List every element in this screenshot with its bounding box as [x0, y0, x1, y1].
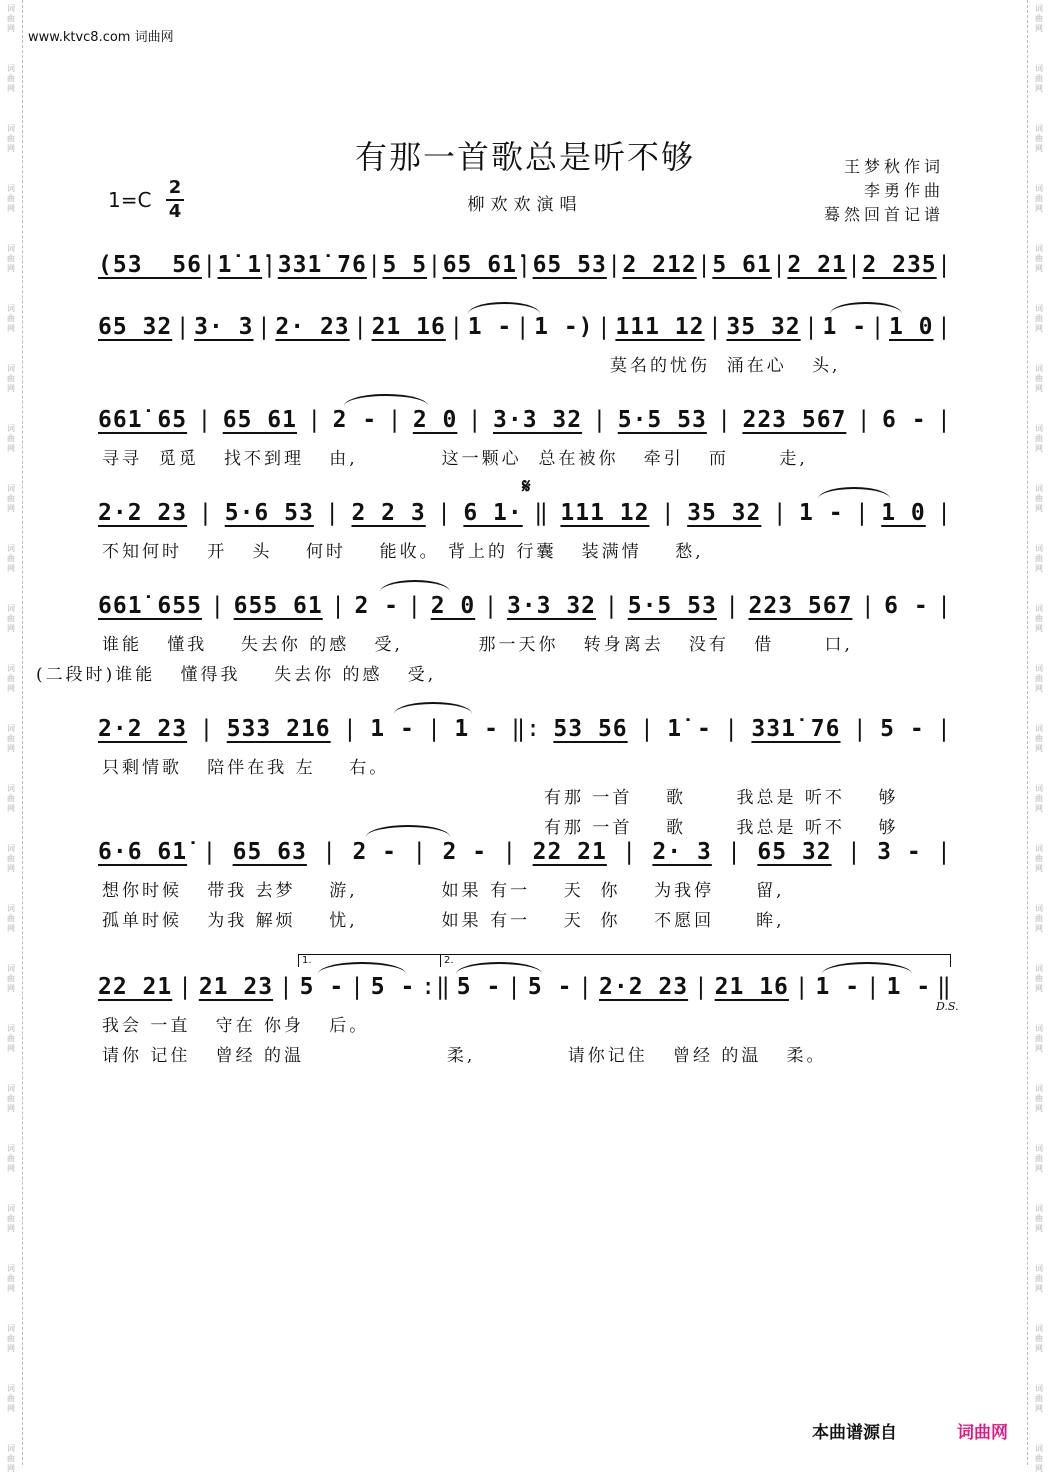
note-group: 1 -	[822, 314, 868, 340]
watermark-text: 词 曲 网	[1035, 784, 1043, 813]
watermark-text: 词 曲 网	[1035, 484, 1043, 513]
watermark-text: 词 曲 网	[1035, 1324, 1043, 1353]
note-group: 1 -	[886, 974, 932, 1000]
lyric-line: 谁能 懂我 失去你 的感 受, 那一天你 转身离去 没有 借 口,	[102, 635, 853, 655]
note-group: 21 23	[198, 974, 274, 1000]
barline: |	[412, 839, 428, 865]
note-group: 2 -	[352, 839, 397, 865]
note-group: 2 21	[787, 252, 847, 278]
note-group: 22 21	[98, 974, 173, 1000]
note-group: 2 -	[332, 407, 378, 433]
watermark-text: 词 曲 网	[1035, 4, 1043, 33]
note-group: 5·5 53	[627, 593, 717, 619]
barline: |	[937, 500, 952, 526]
watermark-text: 词 曲 网	[7, 664, 15, 693]
note-group: 2 235	[862, 252, 937, 278]
watermark-text: 词 曲 网	[7, 844, 15, 873]
time-signature	[166, 178, 184, 222]
note-group: 661̇ 655	[98, 593, 202, 619]
note-group: 1 0	[881, 500, 926, 526]
note-group: 1 -	[370, 716, 415, 742]
barline: |	[592, 407, 608, 433]
barline: |	[622, 839, 638, 865]
barline: ‖	[937, 974, 952, 1000]
note-group: 35 32	[726, 314, 801, 340]
note-group: 331̇ 76	[751, 716, 841, 742]
lyricist-credit: 王梦秋作词	[843, 157, 944, 176]
transcriber-credit: 蓦然回首记谱	[823, 205, 944, 224]
barline: |	[936, 407, 952, 433]
note-group: 65 32	[98, 314, 173, 340]
barline: |	[517, 252, 533, 278]
composer-credit: 李勇作曲	[863, 181, 944, 200]
barline: |	[860, 593, 876, 619]
watermark-text: 词 曲 网	[1035, 544, 1043, 573]
volta-second: 2.	[440, 954, 951, 967]
note-group: 5·5 53	[617, 407, 707, 433]
watermark-text: 词 曲 网	[1035, 1264, 1043, 1293]
watermark-text: 词 曲 网	[7, 244, 15, 273]
watermark-text: 词 曲 网	[7, 124, 15, 153]
lyric-line: 孤单时候 为我 解烦 忧, 如果 有一 天 你 不愿回 眸,	[102, 911, 785, 931]
note-group: 1 0	[888, 314, 934, 340]
note-group: 2 2 3	[351, 500, 426, 526]
tie-mark	[344, 394, 428, 406]
segno-mark: 𝄋	[522, 474, 531, 498]
barline: |	[717, 407, 733, 433]
watermark-text: 词 曲 网	[7, 64, 15, 93]
lyric-line: 有那 一首 歌 我总是 听不 够	[544, 818, 899, 838]
watermark-text: 词 曲 网	[1035, 64, 1043, 93]
note-group: 2· 3	[652, 839, 712, 865]
notes-line	[98, 970, 952, 1002]
barline: |	[852, 716, 868, 742]
note-group: 111 12	[560, 500, 650, 526]
tie-mark	[830, 302, 902, 314]
watermark-text: 词 曲 网	[1035, 364, 1043, 393]
barline: |	[856, 407, 872, 433]
volta-first: 1.	[298, 954, 440, 967]
note-group: 5 -	[370, 974, 416, 1000]
watermark-text: 词 曲 网	[7, 544, 15, 573]
note-group: 65 61	[222, 407, 297, 433]
barline: |	[367, 252, 383, 278]
watermark-text: 词 曲 网	[7, 184, 15, 213]
watermark-text: 词 曲 网	[1035, 1024, 1043, 1053]
barline: |	[578, 974, 594, 1000]
song-title: 有那一首歌总是听不够	[354, 138, 695, 176]
barline: |	[307, 407, 323, 433]
note-group: 6·6 61̇	[98, 839, 188, 865]
watermark-text: 词 曲 网	[1035, 664, 1043, 693]
note-group: 22 21	[532, 839, 607, 865]
note-group: 21 16	[714, 974, 789, 1000]
barline: |	[697, 252, 712, 278]
watermark-text: 词 曲 网	[7, 1384, 15, 1413]
barline: ‖	[534, 500, 549, 526]
note-group: 5 5	[382, 252, 428, 278]
watermark-text: 词 曲 网	[7, 724, 15, 753]
watermark-text: 词 曲 网	[1035, 1084, 1043, 1113]
watermark-text: 词 曲 网	[1035, 844, 1043, 873]
barline: |	[693, 974, 709, 1000]
lyric-line: 莫名的忧伤 涌在心 头,	[610, 356, 841, 376]
watermark-text: 词 曲 网	[7, 304, 15, 333]
barline: |	[846, 839, 862, 865]
watermark-text: 词 曲 网	[7, 604, 15, 633]
notes-line	[98, 248, 952, 280]
lyric-line: 想你时候 带我 去梦 游, 如果 有一 天 你 为我停 留,	[102, 881, 785, 901]
barline: |	[502, 839, 518, 865]
barline: |	[854, 500, 870, 526]
lyric-line: 只剩情歌 陪伴在我 左 右。	[102, 758, 390, 778]
note-group: 3·3 32	[493, 407, 583, 433]
lyric-line: 不知何时 开 头 何时 能收。 背上的 行囊 装满情 愁,	[102, 542, 704, 562]
barline: |	[937, 314, 952, 340]
barline: |	[427, 716, 443, 742]
barline: |	[772, 252, 787, 278]
barline: |	[407, 593, 423, 619]
watermark-text: 词 曲 网	[1035, 124, 1043, 153]
watermark-text: 词 曲 网	[7, 1324, 15, 1353]
note-group: 111 12	[615, 314, 705, 340]
note-group: 223 567	[742, 407, 847, 433]
note-group: 2· 23	[275, 314, 350, 340]
note-group: 331̇ 76	[277, 252, 367, 278]
note-group: 533 216	[226, 716, 331, 742]
watermark-text: 词 曲 网	[1035, 184, 1043, 213]
note-group: 35 32	[687, 500, 762, 526]
barline: |	[804, 314, 820, 340]
time-signature-bottom: 4	[168, 201, 182, 222]
note-group: 1̇ -	[667, 716, 712, 742]
note-group: 1 -)	[534, 314, 594, 340]
watermark-text: 词 曲 网	[7, 964, 15, 993]
lyric-line: (二段时)谁能 懂得我 失去你 的感 受,	[36, 665, 437, 685]
source-label: 本曲谱源自	[812, 1423, 897, 1443]
tie-mark	[366, 825, 450, 837]
time-signature-top: 2	[168, 177, 182, 198]
watermark-text: 词 曲 网	[7, 904, 15, 933]
barline: |	[708, 314, 723, 340]
barline: |	[467, 407, 483, 433]
note-group: 2·2 23	[98, 716, 188, 742]
notes-line	[98, 589, 952, 621]
barline: |	[257, 314, 272, 340]
barline: |	[772, 500, 788, 526]
da-segno-mark: D.S.	[936, 1000, 959, 1013]
note-group: 5 61	[712, 252, 772, 278]
barline: |	[427, 252, 443, 278]
note-group: 2·2 23	[98, 500, 188, 526]
watermark-text: 词 曲 网	[7, 1444, 15, 1473]
barline: |	[198, 500, 214, 526]
lyric-line: 寻寻 觅觅 找不到理 由, 这一颗心 总在被你 牵引 而 走,	[102, 449, 808, 469]
watermark-text: 词 曲 网	[1035, 904, 1043, 933]
notes-line	[98, 310, 952, 342]
source-name: 词曲网	[957, 1423, 1008, 1443]
note-group: 2 212	[622, 252, 697, 278]
watermark-text: 词 曲 网	[1035, 1144, 1043, 1173]
barline: |	[350, 974, 365, 1000]
barline: :‖	[421, 974, 451, 1000]
barline: |	[847, 252, 863, 278]
barline: |	[597, 314, 612, 340]
note-group: 65 32	[757, 839, 832, 865]
note-group: 1 -	[815, 974, 861, 1000]
lyric-line: 我会 一直 守在 你身 后。	[102, 1016, 370, 1036]
note-group: 65 53	[532, 252, 607, 278]
note-group: 223 567	[748, 593, 853, 619]
tie-mark	[818, 487, 890, 499]
note-group: 6 -	[882, 407, 927, 433]
watermark-text: 词 曲 网	[7, 484, 15, 513]
note-group: 2 -	[354, 593, 399, 619]
barline: |	[937, 252, 952, 278]
note-group: 21 16	[371, 314, 446, 340]
watermark-text: 词 曲 网	[1035, 304, 1043, 333]
notes-line	[98, 835, 952, 867]
watermark-text: 词 曲 网	[7, 1264, 15, 1293]
barline: |	[724, 716, 740, 742]
barline: |	[175, 314, 191, 340]
watermark-text: 词 曲 网	[7, 1084, 15, 1113]
notes-line	[98, 403, 952, 435]
note-group: 3·3 32	[506, 593, 597, 619]
watermark-text: 词 曲 网	[7, 4, 15, 33]
watermark-text: 词 曲 网	[7, 784, 15, 813]
barline: |	[197, 407, 213, 433]
barline: |	[725, 593, 741, 619]
note-group: 6 1·	[463, 500, 523, 526]
note-group: 1 -	[467, 314, 513, 340]
watermark-text: 词 曲 网	[1035, 1444, 1043, 1473]
watermark-text: 词 曲 网	[7, 424, 15, 453]
watermark-text: 词 曲 网	[7, 1144, 15, 1173]
note-group: 65 61̇	[442, 252, 517, 278]
site-header: www.ktvc8.com 词曲网	[28, 30, 174, 45]
barline: |	[437, 500, 452, 526]
lyric-line: 有那 一首 歌 我总是 听不 够	[544, 788, 899, 808]
watermark-text: 词 曲 网	[1035, 964, 1043, 993]
note-group: 2 -	[442, 839, 488, 865]
watermark-text: 词 曲 网	[1035, 1204, 1043, 1233]
barline: |	[794, 974, 810, 1000]
barline: |	[322, 839, 338, 865]
watermark-text: 词 曲 网	[7, 1024, 15, 1053]
note-group: 5 -	[527, 974, 573, 1000]
note-group: 1 -	[799, 500, 844, 526]
barline: |	[870, 314, 886, 340]
watermark-text: 词 曲 网	[1035, 604, 1043, 633]
barline: |	[449, 314, 465, 340]
note-group: 3 -	[877, 839, 922, 865]
note-group: 65 63	[232, 839, 307, 865]
barline: |	[325, 500, 341, 526]
note-group: 661̇ 65	[98, 407, 188, 433]
note-group: 2·2 23	[599, 974, 689, 1000]
barline: |	[727, 839, 743, 865]
barline: |	[937, 593, 952, 619]
barline: |	[507, 974, 523, 1000]
tie-mark	[468, 302, 540, 314]
watermark-text: 词 曲 网	[1035, 424, 1043, 453]
watermark-text: 词 曲 网	[7, 1204, 15, 1233]
barline: |	[607, 252, 623, 278]
barline: |	[202, 839, 218, 865]
barline: |	[178, 974, 193, 1000]
note-group: 1̇ 1̇	[217, 252, 263, 278]
note-group: 655 61	[233, 593, 323, 619]
note-group: 2 0	[430, 593, 476, 619]
note-group: 5·6 53	[224, 500, 314, 526]
notes-line	[98, 712, 952, 744]
watermark-text: 词 曲 网	[1035, 724, 1043, 753]
note-group: 3· 3	[194, 314, 254, 340]
barline: |	[937, 839, 952, 865]
note-group: (53 56	[98, 252, 202, 278]
barline: |	[202, 252, 218, 278]
tie-mark	[394, 702, 472, 714]
note-group: 53 56	[553, 716, 628, 742]
tie-mark	[380, 580, 450, 592]
barline: |	[660, 500, 676, 526]
watermark-text: 词 曲 网	[1035, 1384, 1043, 1413]
barline: |	[387, 407, 403, 433]
barline: |	[331, 593, 347, 619]
singer-credit: 柳欢欢演唱	[467, 195, 583, 215]
barline: |	[483, 593, 499, 619]
barline: |	[262, 252, 278, 278]
barline: |	[640, 716, 655, 742]
note-group: 5 -	[456, 974, 502, 1000]
barline: |	[199, 716, 215, 742]
barline: |	[353, 314, 369, 340]
watermark-text: 词 曲 网	[1035, 244, 1043, 273]
barline: |	[515, 314, 531, 340]
barline: ‖:	[511, 716, 542, 742]
note-group: 5 -	[880, 716, 925, 742]
watermark-text: 词 曲 网	[7, 364, 15, 393]
note-group: 1 -	[454, 716, 499, 742]
key-signature: 1=C	[108, 188, 152, 212]
lyric-line: 请你 记住 曾经 的温 柔, 请你记住 曾经 的温 柔。	[102, 1046, 827, 1066]
barline: |	[343, 716, 358, 742]
barline: |	[604, 593, 620, 619]
note-group: 6 -	[884, 593, 929, 619]
barline: |	[937, 716, 952, 742]
notes-line	[98, 496, 952, 528]
barline: |	[865, 974, 881, 1000]
note-group: 2 0	[412, 407, 458, 433]
note-group: 5 -	[299, 974, 345, 1000]
barline: |	[210, 593, 226, 619]
barline: |	[278, 974, 294, 1000]
